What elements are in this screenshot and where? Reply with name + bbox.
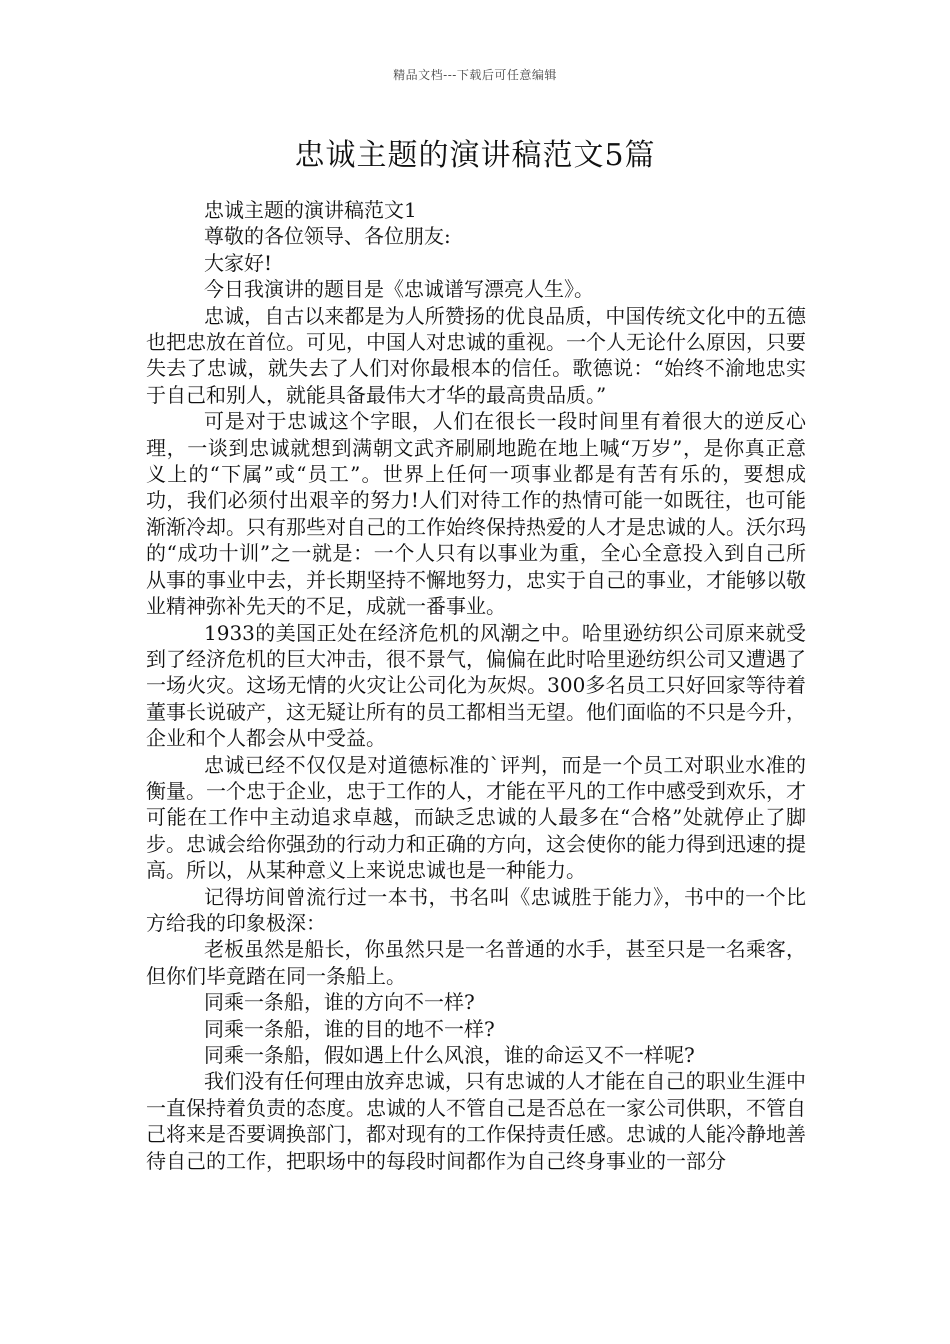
paragraph: 忠诚已经不仅仅是对道德标准的`评判，而是一个员工对职业水准的衡量。一个忠于企业，忠于工作的人，才能在平凡的工作中感受到欢乐，才可能在工作中主动追求卓越，而缺乏忠诚的人最多在“合格”处就停止了脚步。忠诚会给你强劲的行动力和正确的方向，这会使你的能力得到迅速的提高。所以，从某种意义上来说忠诚也是一种能力。 [146, 752, 806, 883]
document-title: 忠诚主题的演讲稿范文5篇 [294, 138, 656, 173]
paragraph: 同乘一条船，谁的方向不一样? [204, 990, 475, 1015]
paragraph: 今日我演讲的题目是《忠诚谱写漂亮人生》。 [204, 277, 594, 302]
header-note: 精品文档---下载后可任意编辑 [393, 68, 557, 82]
paragraph: 老板虽然是船长，你虽然只是一名普通的水手，甚至只是一名乘客，但你们毕竟踏在同一条船上。 [146, 937, 806, 988]
paragraph: 同乘一条船，假如遇上什么风浪，谁的命运又不一样呢? [204, 1043, 695, 1067]
paragraph: 我们没有任何理由放弃忠诚，只有忠诚的人才能在自己的职业生涯中一直保持着负责的态度。忠诚的人不管自己是否总在一家公司供职，不管自己将来是否要调换部门，都对现有的工作保持责任感。忠诚的人能冷静地善待自己的工作，把职场中的每段时间都作为自己终身事业的一部分 [146, 1069, 806, 1173]
paragraph: 可是对于忠诚这个字眼，人们在很长一段时间里有着很大的逆反心理，一谈到忠诚就想到满朝文武齐刷刷地跪在地上喊“万岁”，是你真正意义上的“下属”或“员工”。世界上任何一项事业都是有苦有乐的，要想成功，我们必须付出艰辛的努力!人们对待工作的热情可能一如既往，也可能渐渐冷却。只有那些对自己的工作始终保持热爱的人才是忠诚的人。沃尔玛的“成功十训”之一就是：一个人只有以事业为重，全心全意投入到自己所从事的事业中去，并长期坚持不懈地努力，忠实于自己的事业，才能够以敬业精神弥补先天的不足，成就一番事业。 [146, 409, 806, 619]
paragraph: 忠诚主题的演讲稿范文1 [204, 198, 417, 222]
paragraph: 记得坊间曾流行过一本书，书名叫《忠诚胜于能力》，书中的一个比方给我的印象极深： [146, 884, 806, 935]
paragraph: 同乘一条船，谁的目的地不一样? [204, 1016, 495, 1041]
paragraph: 大家好! [204, 250, 273, 275]
paragraph: 1933的美国正处在经济危机的风潮之中。哈里逊纺织公司原来就受到了经济危机的巨大冲击，很不景气，偏偏在此时哈里逊纺织公司又遭遇了一场火灾。这场无情的火灾让公司化为灰烬。300多名员工只好回家等待着董事长说破产，这无疑让所有的员工都相当无望。他们面临的不只是今升，企业和个人都会从中受益。 [146, 620, 806, 751]
paragraph: 尊敬的各位领导、各位朋友: [204, 224, 451, 249]
paragraph: 忠诚，自古以来都是为人所赞扬的优良品质，中国传统文化中的五德也把忠放在首位。可见，中国人对忠诚的重视。一个人无论什么原因，只要失去了忠诚，就失去了人们对你最根本的信任。歌德说：“始终不渝地忠实于自己和别人，就能具备最伟大才华的最高贵品质。” [146, 303, 806, 407]
document-body [146, 197, 806, 1174]
